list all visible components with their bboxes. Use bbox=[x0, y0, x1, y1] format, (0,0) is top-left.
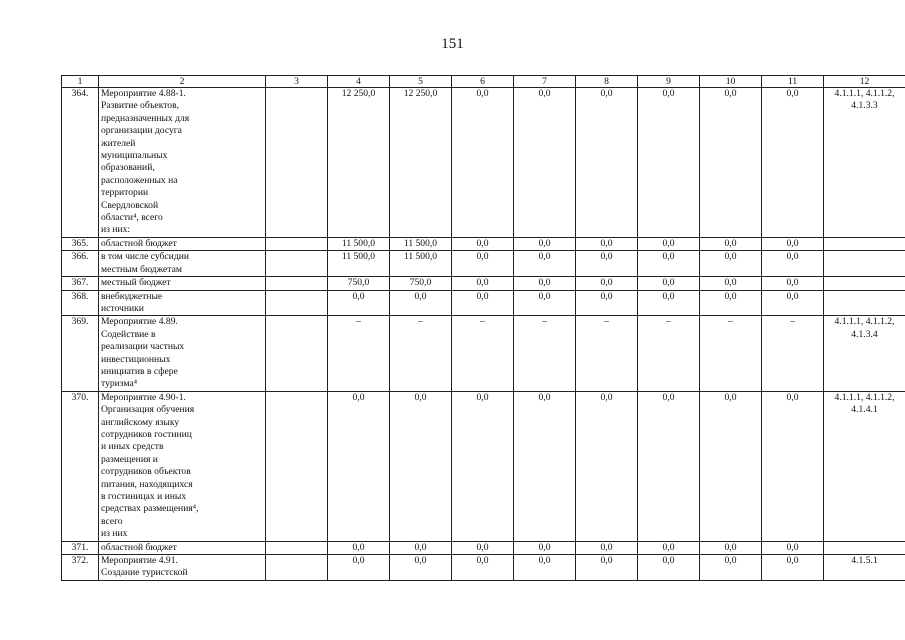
row-number: 364. bbox=[62, 88, 99, 238]
row-description: Мероприятие 4.88-1. Развитие объектов, предназначенных для организации досуга жителей муниципальных образований, расположенных на территории Свердловской области⁴, всего из них: bbox=[99, 88, 266, 238]
row-number: 365. bbox=[62, 237, 99, 250]
row-value: 0,0 bbox=[328, 290, 390, 316]
row-value: 750,0 bbox=[390, 277, 452, 290]
row-cell-3 bbox=[266, 290, 328, 316]
row-value: 0,0 bbox=[638, 277, 700, 290]
row-value: 0,0 bbox=[514, 541, 576, 554]
row-value: 11 500,0 bbox=[390, 251, 452, 277]
row-value: 0,0 bbox=[390, 391, 452, 541]
row-value: 0,0 bbox=[638, 251, 700, 277]
row-value: 0,0 bbox=[514, 237, 576, 250]
row-reference bbox=[824, 237, 905, 250]
row-cell-3 bbox=[266, 316, 328, 391]
row-cell-3 bbox=[266, 88, 328, 238]
row-value: 0,0 bbox=[514, 391, 576, 541]
row-value: 0,0 bbox=[514, 555, 576, 581]
row-value: 0,0 bbox=[390, 290, 452, 316]
row-number: 372. bbox=[62, 555, 99, 581]
row-value: 0,0 bbox=[328, 391, 390, 541]
row-value: 0,0 bbox=[452, 237, 514, 250]
row-value: 0,0 bbox=[576, 277, 638, 290]
row-description: Мероприятие 4.91. Создание туристской bbox=[99, 555, 266, 581]
row-description: Мероприятие 4.89. Содействие в реализации частных инвестиционных инициатив в сфере туризма⁴ bbox=[99, 316, 266, 391]
page-number: 151 bbox=[441, 36, 464, 52]
table-row bbox=[62, 316, 905, 391]
row-value: 0,0 bbox=[762, 555, 824, 581]
row-value: 0,0 bbox=[390, 555, 452, 581]
row-value: – bbox=[328, 316, 390, 391]
column-header: 2 bbox=[99, 76, 266, 88]
row-value: 0,0 bbox=[762, 237, 824, 250]
row-value: 0,0 bbox=[514, 290, 576, 316]
row-cell-3 bbox=[266, 251, 328, 277]
row-value: 0,0 bbox=[700, 251, 762, 277]
row-reference: 4.1.1.1, 4.1.1.2, 4.1.3.4 bbox=[824, 316, 905, 391]
row-description: Мероприятие 4.90-1. Организация обучения английскому языку сотрудников гостиниц и иных средств размещения и сотрудников объектов питания, находящихся в гостиницах и иных средствах размещения⁴, всего из них bbox=[99, 391, 266, 541]
row-reference: 4.1.1.1, 4.1.1.2, 4.1.3.3 bbox=[824, 88, 905, 238]
table-row bbox=[62, 391, 905, 541]
row-value: – bbox=[638, 316, 700, 391]
row-description: областной бюджет bbox=[99, 541, 266, 554]
row-value: 0,0 bbox=[762, 391, 824, 541]
row-reference bbox=[824, 541, 905, 554]
row-value: 0,0 bbox=[576, 290, 638, 316]
column-header: 10 bbox=[700, 76, 762, 88]
row-value: 12 250,0 bbox=[328, 88, 390, 238]
row-description: внебюджетные источники bbox=[99, 290, 266, 316]
row-value: – bbox=[452, 316, 514, 391]
row-value: 0,0 bbox=[576, 251, 638, 277]
column-header: 9 bbox=[638, 76, 700, 88]
row-value: – bbox=[700, 316, 762, 391]
row-cell-3 bbox=[266, 277, 328, 290]
table-row bbox=[62, 237, 905, 250]
row-value: – bbox=[514, 316, 576, 391]
row-value: 0,0 bbox=[762, 88, 824, 238]
row-cell-3 bbox=[266, 555, 328, 581]
row-value: 0,0 bbox=[452, 391, 514, 541]
row-value: 0,0 bbox=[452, 277, 514, 290]
row-number: 371. bbox=[62, 541, 99, 554]
row-description: местный бюджет bbox=[99, 277, 266, 290]
row-value: 0,0 bbox=[762, 277, 824, 290]
row-number: 369. bbox=[62, 316, 99, 391]
column-number-row bbox=[62, 76, 905, 88]
row-value: 0,0 bbox=[762, 290, 824, 316]
row-value: 0,0 bbox=[576, 391, 638, 541]
row-cell-3 bbox=[266, 237, 328, 250]
row-value: 0,0 bbox=[514, 251, 576, 277]
column-header: 5 bbox=[390, 76, 452, 88]
row-value: 11 500,0 bbox=[390, 237, 452, 250]
row-value: 0,0 bbox=[576, 237, 638, 250]
row-value: – bbox=[762, 316, 824, 391]
row-value: 0,0 bbox=[576, 88, 638, 238]
column-header: 7 bbox=[514, 76, 576, 88]
row-value: 0,0 bbox=[576, 555, 638, 581]
column-header: 11 bbox=[762, 76, 824, 88]
row-reference bbox=[824, 290, 905, 316]
row-value: 0,0 bbox=[328, 541, 390, 554]
row-value: 11 500,0 bbox=[328, 237, 390, 250]
row-value: 0,0 bbox=[700, 290, 762, 316]
row-value: 0,0 bbox=[700, 277, 762, 290]
row-number: 366. bbox=[62, 251, 99, 277]
column-header: 6 bbox=[452, 76, 514, 88]
row-number: 368. bbox=[62, 290, 99, 316]
row-value: 0,0 bbox=[452, 290, 514, 316]
row-value: 0,0 bbox=[700, 237, 762, 250]
row-value: 0,0 bbox=[390, 541, 452, 554]
row-value: 0,0 bbox=[638, 290, 700, 316]
table-row bbox=[62, 290, 905, 316]
row-cell-3 bbox=[266, 391, 328, 541]
row-value: 750,0 bbox=[328, 277, 390, 290]
row-description: в том числе субсидии местным бюджетам bbox=[99, 251, 266, 277]
row-value: – bbox=[576, 316, 638, 391]
column-header: 4 bbox=[328, 76, 390, 88]
row-value: – bbox=[390, 316, 452, 391]
row-value: 0,0 bbox=[514, 277, 576, 290]
column-header: 12 bbox=[824, 76, 905, 88]
table-row bbox=[62, 277, 905, 290]
row-value: 0,0 bbox=[638, 237, 700, 250]
row-value: 0,0 bbox=[638, 541, 700, 554]
row-value: 0,0 bbox=[452, 88, 514, 238]
row-reference bbox=[824, 251, 905, 277]
row-value: 0,0 bbox=[452, 555, 514, 581]
row-value: 0,0 bbox=[762, 251, 824, 277]
row-value: 0,0 bbox=[514, 88, 576, 238]
row-reference bbox=[824, 277, 905, 290]
row-number: 367. bbox=[62, 277, 99, 290]
row-value: 0,0 bbox=[638, 88, 700, 238]
row-value: 0,0 bbox=[700, 391, 762, 541]
row-value: 0,0 bbox=[762, 541, 824, 554]
row-reference: 4.1.5.1 bbox=[824, 555, 905, 581]
column-header: 3 bbox=[266, 76, 328, 88]
row-reference: 4.1.1.1, 4.1.1.2, 4.1.4.1 bbox=[824, 391, 905, 541]
row-value: 0,0 bbox=[452, 251, 514, 277]
table-row bbox=[62, 555, 905, 581]
row-value: 0,0 bbox=[328, 555, 390, 581]
row-value: 11 500,0 bbox=[328, 251, 390, 277]
row-number: 370. bbox=[62, 391, 99, 541]
row-value: 0,0 bbox=[638, 555, 700, 581]
row-value: 0,0 bbox=[700, 88, 762, 238]
budget-table bbox=[61, 75, 905, 581]
column-header: 8 bbox=[576, 76, 638, 88]
row-description: областной бюджет bbox=[99, 237, 266, 250]
row-value: 0,0 bbox=[452, 541, 514, 554]
table-row bbox=[62, 541, 905, 554]
row-value: 0,0 bbox=[638, 391, 700, 541]
row-cell-3 bbox=[266, 541, 328, 554]
table-row bbox=[62, 88, 905, 238]
table-row bbox=[62, 251, 905, 277]
column-header: 1 bbox=[62, 76, 99, 88]
row-value: 0,0 bbox=[576, 541, 638, 554]
row-value: 12 250,0 bbox=[390, 88, 452, 238]
row-value: 0,0 bbox=[700, 555, 762, 581]
row-value: 0,0 bbox=[700, 541, 762, 554]
